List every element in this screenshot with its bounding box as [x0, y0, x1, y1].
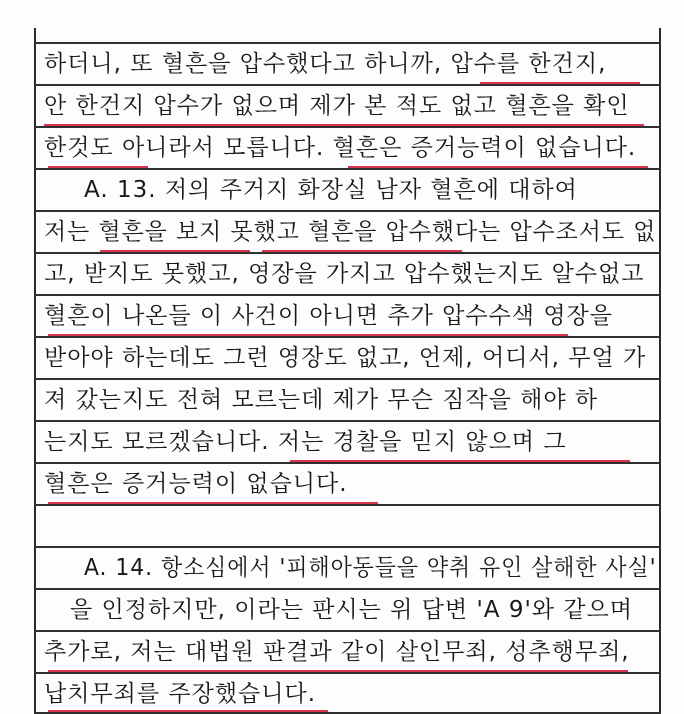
ruled-line: [34, 504, 661, 506]
red-underline: [348, 166, 648, 168]
text-line: 을 인정하지만, 이라는 판시는 위 답변 'A 9'와 같으며: [70, 597, 633, 623]
ruled-line: [34, 378, 661, 380]
ruled-line: [34, 252, 661, 254]
red-underline: [48, 670, 628, 672]
red-underline: [48, 502, 378, 504]
ruled-line: [34, 168, 661, 170]
ruled-line: [34, 546, 661, 548]
text-line: 저는 혈흔을 보지 못했고 혈흔을 압수했다는 압수조서도 없: [44, 219, 656, 245]
ruled-line: [34, 42, 661, 44]
text-line: 한것도 아니라서 모릅니다. 혈흔은 증거능력이 없습니다.: [44, 135, 637, 161]
ruled-line: [34, 294, 661, 296]
ruled-line: [34, 336, 661, 338]
text-line: 받아야 하는데도 그런 영장도 없고, 언제, 어디서, 무얼 가: [44, 345, 647, 371]
text-line: 하더니, 또 혈흔을 압수했다고 하니까, 압수를 한건지,: [44, 51, 607, 77]
red-underline: [480, 82, 640, 84]
red-underline: [262, 250, 462, 252]
red-underline: [48, 334, 568, 336]
red-underline: [44, 124, 644, 126]
text-line: A. 13. 저의 주거지 화장실 남자 혈흔에 대하여: [84, 177, 578, 203]
text-line: 혈흔은 증거능력이 없습니다.: [44, 471, 348, 497]
ruled-line: [34, 210, 661, 212]
text-line: 혈흔이 나온들 이 사건이 아니면 추가 압수수색 영장을: [44, 303, 613, 329]
red-underline: [48, 166, 148, 168]
text-line: [44, 509, 656, 543]
text-line: 고, 받지도 못했고, 영장을 가지고 압수했는지도 알수없고: [44, 261, 645, 287]
text-line: 안 한건지 압수가 없으며 제가 본 적도 없고 혈흔을 확인: [44, 93, 630, 119]
red-underline: [290, 460, 630, 462]
ruled-line: [34, 630, 661, 632]
text-line: 져 갔는지도 전혀 모르는데 제가 무슨 짐작을 해야 하: [44, 387, 599, 413]
ruled-line: [34, 126, 661, 128]
ruled-line: [34, 588, 661, 590]
text-line: A. 14. 항소심에서 '피해아동들을 약취 유인 살해한 사실': [84, 555, 657, 581]
ruled-line: [34, 420, 661, 422]
ruled-line: [34, 84, 661, 86]
text-line: 추가로, 저는 대법원 판결과 같이 살인무죄, 성추행무죄,: [44, 639, 630, 665]
ruled-line: [34, 672, 661, 674]
ruled-line: [34, 462, 661, 464]
text-line: 납치무죄를 주장했습니다.: [44, 681, 317, 707]
text-line: 는지도 모르겠습니다. 저는 경찰을 믿지 않으며 그: [44, 429, 567, 455]
red-underline: [100, 250, 250, 252]
